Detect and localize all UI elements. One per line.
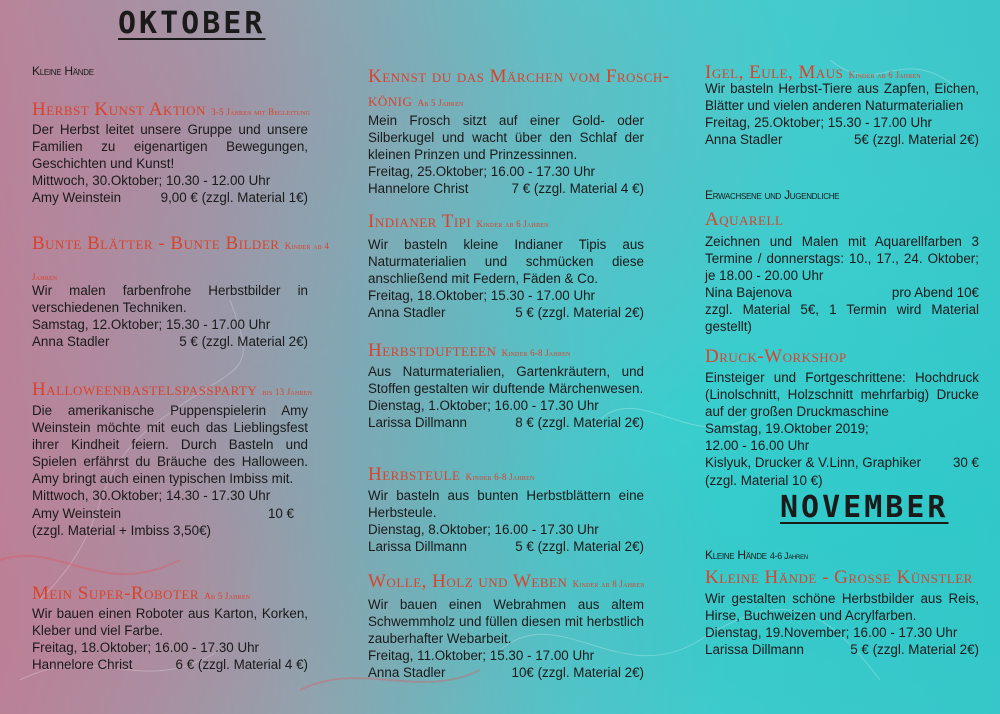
event-age: Jahren bbox=[32, 272, 58, 282]
event-description: Wir bauen einen Roboter aus Karton, Korken, Kleber und viel Farbe. Freitag, 18.Oktober; 16.00 - 17.30 Uhr Hannelore Christ 6 € (zzgl. Material 4 €) bbox=[32, 606, 308, 673]
event-title: Indianer Tipi Kinder ab 6 Jahren bbox=[368, 211, 549, 232]
section-label-kleine-haende: Kleine Hände bbox=[32, 64, 94, 78]
event-description: Einsteiger und Fortgeschrittene: Hochdruck (Linolschnitt, Holzschnitt mehrfarbig) Drucke auf der großen Druckmaschine Samstag, 19.Oktober 2019; 12.00 - 16.00 Uhr Kislyuk, Drucker & V.Linn, Graphiker 30 € (zzgl. Material 10 €) bbox=[705, 370, 979, 488]
section-label-erwachsene: Erwachsene und Jugendliche bbox=[705, 188, 840, 202]
event-title: Herbst Kunst Aktion 3-5 Jahren mit Begleitung bbox=[32, 99, 311, 120]
event-description: Wir basteln Herbst-Tiere aus Zapfen, Eichen, Blätter und vielen anderen Naturmaterialien Freitag, 25.Oktober; 15.30 - 17.00 Uhr Anna Stadler 5€ (zzgl. Material 2€) bbox=[705, 81, 979, 148]
event-title: könig Ab 5 Jahren bbox=[368, 90, 464, 111]
event-description: Wir basteln aus bunten Herbstblättern eine Herbsteule. Dienstag, 8.Oktober; 16.00 - 17.30 Uhr Larissa Dillmann 5 € (zzgl. Material 2€) bbox=[368, 488, 644, 555]
event-title: Aquarell bbox=[705, 209, 784, 230]
event-title: Kleine Hände - Grosse Künstler bbox=[705, 567, 973, 588]
event-title: Druck-Workshop bbox=[705, 346, 847, 367]
event-description: Der Herbst leitet unsere Gruppe und unsere Familien zu eigenartigen Bewegungen, Geschichten und Kunst! Mittwoch, 30.Oktober; 10.30 - 12.00 Uhr Amy Weinstein 9,00 € (zzgl. Material 1€) bbox=[32, 122, 308, 206]
month-heading-oktober: OKTOBER bbox=[118, 6, 266, 41]
event-title: Wolle, Holz und Weben Kinder ab 8 Jahren bbox=[368, 571, 645, 592]
month-heading-november: NOVEMBER bbox=[780, 490, 949, 525]
event-title: Kennst du das Märchen vom Frosch- bbox=[368, 66, 670, 87]
event-title: Halloweenbastelspassparty bis 13 Jahren bbox=[32, 379, 313, 400]
event-description: Wir bauen einen Webrahmen aus altem Schwemmholz und füllen diesen mit herbstlich zauberhafter Webarbeit. Freitag, 11.Oktober; 15.30 - 17.00 Uhr Anna Stadler 10€ (zzgl. Material 2€) bbox=[368, 597, 644, 681]
event-description: Wir malen farbenfrohe Herbstbilder in verschiedenen Techniken. Samstag, 12.Oktober; 15.30 - 17.00 Uhr Anna Stadler 5 € (zzgl. Material 2€) bbox=[32, 283, 308, 350]
event-description: Wir basteln kleine Indianer Tipis aus Naturmaterialien und schmücken diese anschließend mit Federn, Fäden & Co. Freitag, 18.Oktober; 15.30 - 17.00 Uhr Anna Stadler 5 € (zzgl. Material 2€) bbox=[368, 237, 644, 321]
event-title: Herbsteule Kinder 6-8 Jahren bbox=[368, 464, 535, 485]
event-description: Aus Naturmaterialien, Gartenkräutern, und Stoffen gestalten wir duftende Märchenwesen. Dienstag, 1.Oktober; 16.00 - 17.30 Uhr Larissa Dillmann 8 € (zzgl. Material 2€) bbox=[368, 364, 644, 431]
event-title: Igel, Eule, Maus Kinder ab 6 Jahren bbox=[705, 62, 921, 83]
section-label-kleine-haende: Kleine Hände 4-6 Jahren bbox=[705, 548, 808, 562]
event-title: Mein Super-Roboter Ab 5 Jahren bbox=[32, 583, 251, 604]
event-title: Bunte Blätter - Bunte Bilder Kinder ab 4 bbox=[32, 233, 330, 254]
event-description: Mein Frosch sitzt auf einer Gold- oder Silberkugel und wacht über den Schlaf der kleinen Prinzen und Prinzessinnen. Freitag, 25.Oktober; 16.00 - 17.30 Uhr Hannelore Christ 7 € (zzgl. Material 4 €) bbox=[368, 113, 644, 197]
event-title: Herbstdufteeen Kinder 6-8 Jahren bbox=[368, 340, 571, 361]
event-description: Die amerikanische Puppenspielerin Amy Weinstein möchte mit euch das Lieblingsfest ihrer Kindheit feiern. Durch Basteln und Spielen erfährst du Bräuche des Halloween. Amy bringt auch einen typischen Imbiss mit. Mittwoch, 30.Oktober; 14.30 - 17.30 Uhr Amy Weinstein 10 € (zzgl. Material + Imbiss 3,50€) bbox=[32, 403, 308, 538]
event-description: Wir gestalten schöne Herbstbilder aus Reis, Hirse, Buchweizen und Acrylfarben. Dienstag, 19.November; 16.00 - 17.30 Uhr Larissa Dillmann 5 € (zzgl. Material 2€) bbox=[705, 591, 979, 658]
event-description: Zeichnen und Malen mit Aquarellfarben 3 Termine / donnerstags: 10., 17., 24. Oktober; je 18.00 - 20.00 Uhr Nina Bajenova pro Abend 10€ zzgl. Material 5€, 1 Termin wird Material gestellt) bbox=[705, 234, 979, 335]
